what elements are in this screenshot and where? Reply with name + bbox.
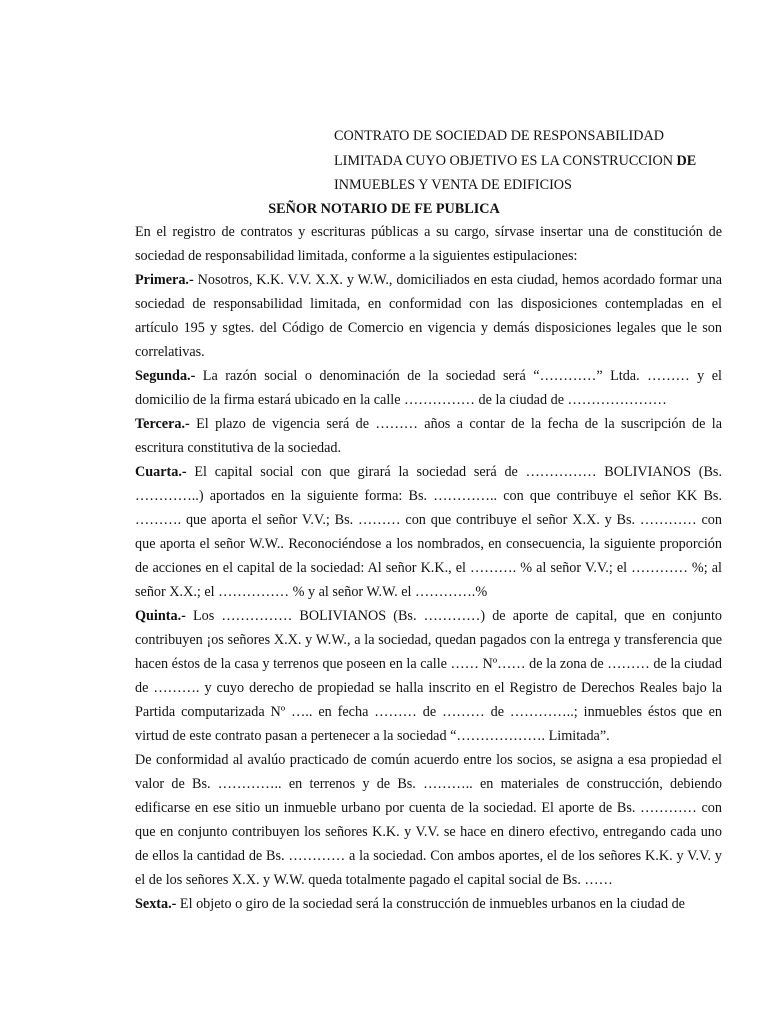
clause-text: Los …………… BOLIVIANOS (Bs. …………) de aporte de capital, que en conjunto contribuyen ¡os señores X.X. y W.W., a la sociedad, quedan pagados con la entrega y transferencia que hacen éstos de la casa y terrenos que poseen en la calle …… Nº…… de la zona de ……… de la ciudad de ………. y cuyo derecho de propiedad se halla inscrito en el Registro de Derechos Reales bajo la Partida computarizada Nº ….. en fecha ……… de ……… de …………..; inmuebles éstos que en virtud de este contrato pasan a pertenecer a la sociedad “………………. Limitada”. (135, 608, 722, 744)
clause-text: La razón social o denominación de la sociedad será “…………” Ltda. ……… y el domicilio de la firma estará ubicado en la calle …………… de la ciudad de ………………… (135, 368, 722, 408)
clause-label: Primera.- (135, 272, 194, 288)
clause-sexta (135, 892, 722, 916)
contract-title (334, 124, 696, 198)
intro-paragraph: En el registro de contratos y escrituras públicas a su cargo, sírvase insertar una de constitución de sociedad de responsabilidad limitada, conforme a la siguientes estipulaciones: (135, 224, 722, 264)
clause-text: Nosotros, K.K. V.V. X.X. y W.W., domiciliados en esta ciudad, hemos acordado formar una sociedad de responsabilidad limitada, en conformidad con las disposiciones contempladas en el artículo 195 y sgtes. del Código de Comercio en vigencia y demás disposiciones legales que le son correlativas. (135, 272, 722, 360)
clause-label: Tercera.- (135, 416, 190, 432)
notary-heading: SEÑOR NOTARIO DE FE PUBLICA (268, 201, 500, 217)
clause-label: Segunda.- (135, 368, 196, 384)
valuation-paragraph: De conformidad al avalúo practicado de común acuerdo entre los socios, se asigna a esa propiedad el valor de Bs. ………….. en terrenos y de Bs. ……….. en materiales de construcción, debiendo edificarse en ese sitio un inmueble urbano por cuenta de la sociedad. El aporte de Bs. ………… con que en conjunto contribuyen los señores K.K. y V.V. se hace en dinero efectivo, entregando cada uno de ellos la cantidad de Bs. ………… a la sociedad. Con ambos aportes, el de los señores K.K. y V.V. y el de los señores X.X. y W.W. queda totalmente pagado el capital social de Bs. …… (135, 752, 722, 888)
document-body (135, 220, 722, 916)
clause-quinta (135, 604, 722, 748)
title-line-2-plain: LIMITADA CUYO OBJETIVO ES LA CONSTRUCCION (334, 152, 677, 169)
clause-text: El capital social con que girará la sociedad será de …………… BOLIVIANOS (Bs. …………..) aportados en la siguiente forma: Bs. ………….. con que contribuye el señor KK Bs. ………. que aporta el señor V.V.; Bs. ……… con que contribuye el señor X.X. y Bs. ………… con que aporta el señor W.W.. Reconociéndose a los nombrados, en consecuencia, la siguiente proporción de acciones en el capital de la sociedad: Al señor K.K., el ………. % al señor V.V.; el ………… %; al señor X.X.; el …………… % y al señor W.W. el ………….% (135, 464, 722, 600)
clause-segunda (135, 364, 722, 412)
title-line-2-bold: DE (676, 152, 697, 169)
title-line-3: INMUEBLES Y VENTA DE EDIFICIOS (334, 177, 572, 193)
title-line-2 (334, 149, 696, 174)
clause-text: El plazo de vigencia será de ……… años a contar de la fecha de la suscripción de la escritura constitutiva de la sociedad. (135, 416, 722, 456)
clause-label: Quinta.- (135, 608, 186, 624)
title-line-1: CONTRATO DE SOCIEDAD DE RESPONSABILIDAD (334, 128, 665, 144)
clause-label: Sexta.- (135, 896, 177, 912)
clause-tercera (135, 412, 722, 460)
clause-cuarta (135, 460, 722, 604)
clause-label: Cuarta.- (135, 464, 187, 480)
clause-primera (135, 268, 722, 364)
clause-text: El objeto o giro de la sociedad será la construcción de inmuebles urbanos en la ciudad de (176, 896, 685, 912)
